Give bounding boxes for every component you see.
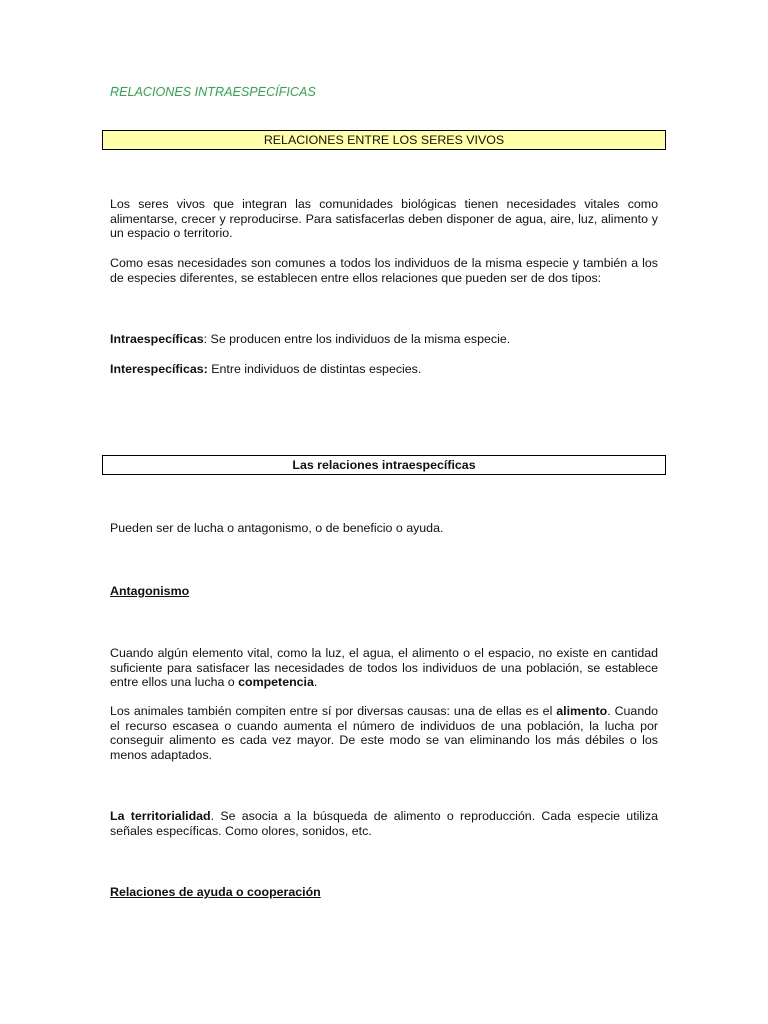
heading-antagonismo: Antagonismo xyxy=(110,584,190,598)
document-title: RELACIONES INTRAESPECÍFICAS xyxy=(110,85,316,99)
paragraph-intro: Los seres vivos que integran las comunidades biológicas tienen necesidades vitales como alimentarse, crecer y reproducirse. Para satisfacerlas deben disponer de agua, aire, luz, alimento y un espacio o territorio. xyxy=(110,197,658,241)
definition-intraespecificas xyxy=(110,332,658,347)
paragraph-alimento xyxy=(110,704,658,762)
paragraph-lucha: Pueden ser de lucha o antagonismo, o de beneficio o ayuda. xyxy=(110,521,444,535)
definition-interespecificas xyxy=(110,362,658,377)
paragraph-text: Cuando algún elemento vital, como la luz, el agua, el alimento o el espacio, no existe en cantidad suficiente para satisfacer las necesidades de todos los individuos de una población, se establece entre ellos una lucha o xyxy=(110,646,658,690)
paragraph-end: . xyxy=(313,675,318,690)
section-box-relaciones: RELACIONES ENTRE LOS SERES VIVOS xyxy=(102,130,666,150)
heading-ayuda-cooperacion: Relaciones de ayuda o cooperación xyxy=(110,885,321,899)
term-competencia: competencia xyxy=(238,675,314,690)
definition-text: : Se producen entre los individuos de la misma especie. xyxy=(203,332,511,346)
paragraph-text: Los animales también compiten entre sí por diversas causas: una de ellas es el xyxy=(110,704,557,718)
paragraph-tipos: Como esas necesidades son comunes a todos los individuos de la misma especie y también a los de especies diferentes, se establecen entre ellos relaciones que pueden ser de dos tipos: xyxy=(110,256,658,285)
term-territorialidad: La territorialidad xyxy=(110,809,211,823)
section-box-intraespecificas: Las relaciones intraespecíficas xyxy=(102,455,666,475)
paragraph-text: . Se asocia a la búsqueda de alimento o reproducción. Cada especie utiliza señales específicas. Como olores, sonidos, etc. xyxy=(110,809,658,838)
paragraph-rest: . Cuando el recurso escasea o cuando aumenta el número de individuos de una población, la lucha por conseguir alimento es cada vez mayor. De este modo se van eliminando los más débiles o los menos adaptados. xyxy=(110,704,658,762)
paragraph-territorialidad xyxy=(110,809,658,838)
term-interespecificas: Interespecíficas: xyxy=(110,362,208,376)
term-alimento: alimento xyxy=(556,704,608,718)
paragraph-competencia xyxy=(110,646,658,690)
term-intraespecificas: Intraespecíficas xyxy=(110,332,204,346)
definition-text: Entre individuos de distintas especies. xyxy=(207,362,422,376)
